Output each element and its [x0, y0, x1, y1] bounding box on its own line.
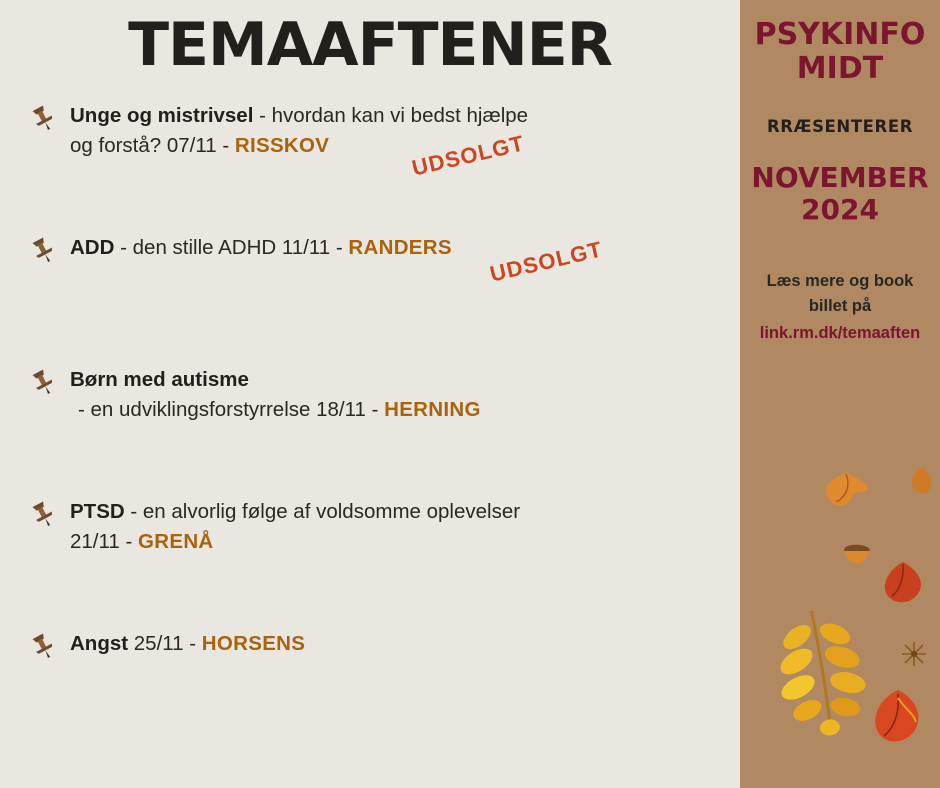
list-item — [26, 365, 720, 449]
event-desc-2: og forstå? 07/11 - — [70, 133, 235, 157]
pushpin-icon — [28, 103, 58, 133]
event-desc: - en alvorlig følge af voldsomme oplevelser — [124, 500, 521, 523]
leaf-icon — [880, 560, 926, 613]
list-item — [26, 101, 720, 185]
event-line-2 — [70, 131, 720, 161]
brand-name-line-1: PSYKINFO — [754, 17, 926, 52]
sidebar-content — [740, 0, 940, 346]
event-desc: - hvordan kan vi bedst hjælpe — [253, 104, 529, 127]
event-name: Angst — [70, 632, 129, 655]
seedpod-icon — [900, 640, 928, 673]
page-title: TEMAAFTENER — [128, 10, 612, 80]
event-place: RISSKOV — [234, 133, 330, 157]
pushpin-icon — [28, 499, 58, 529]
event-line-2 — [70, 395, 720, 425]
event-line-1 — [70, 629, 720, 659]
booking-link[interactable]: link.rm.dk/temaaften — [759, 324, 921, 343]
pushpin-icon — [28, 367, 58, 397]
event-name: Unge og mistrivsel — [70, 104, 254, 127]
event-name: ADD — [70, 236, 115, 259]
leaf-icon — [772, 606, 872, 741]
leaf-icon — [870, 688, 926, 753]
event-name: Børn med autisme — [70, 368, 249, 391]
year-label: 2024 — [801, 192, 879, 226]
list-item — [26, 233, 720, 317]
status-badge: UDSOLGT — [487, 236, 605, 287]
event-list — [0, 101, 740, 713]
status-badge: UDSOLGT — [409, 130, 527, 181]
event-line-2 — [70, 527, 720, 557]
event-name: PTSD — [70, 500, 125, 523]
list-item — [26, 497, 720, 581]
event-desc: - den stille ADHD 11/11 - — [114, 236, 349, 259]
list-item — [26, 629, 720, 713]
event-line-1 — [70, 365, 720, 395]
event-place: HORSENS — [201, 632, 306, 655]
event-desc-2: - en udviklingsforstyrrelse 18/11 - — [78, 397, 385, 421]
event-desc: 25/11 - — [128, 632, 202, 655]
event-desc-2: 21/11 - — [70, 529, 138, 553]
presents-label: RRÆSENTERER — [766, 117, 914, 137]
event-place: RANDERS — [348, 236, 452, 259]
leaf-icon — [908, 466, 936, 501]
booking-text-line-2: billet på — [808, 296, 872, 315]
poster-sidebar — [740, 0, 940, 788]
acorn-icon — [840, 538, 874, 581]
pushpin-icon — [28, 235, 58, 265]
leaf-icon — [822, 470, 870, 521]
brand-name-line-2: MIDT — [796, 50, 884, 86]
event-place: HERNING — [384, 397, 481, 421]
pushpin-icon — [28, 631, 58, 661]
event-line-1 — [70, 233, 720, 263]
event-line-1 — [70, 497, 720, 527]
booking-text-line-1: Læs mere og book — [766, 271, 914, 290]
event-line-1 — [70, 101, 720, 131]
event-place: GRENÅ — [138, 529, 214, 553]
month-label: NOVEMBER — [751, 161, 929, 195]
